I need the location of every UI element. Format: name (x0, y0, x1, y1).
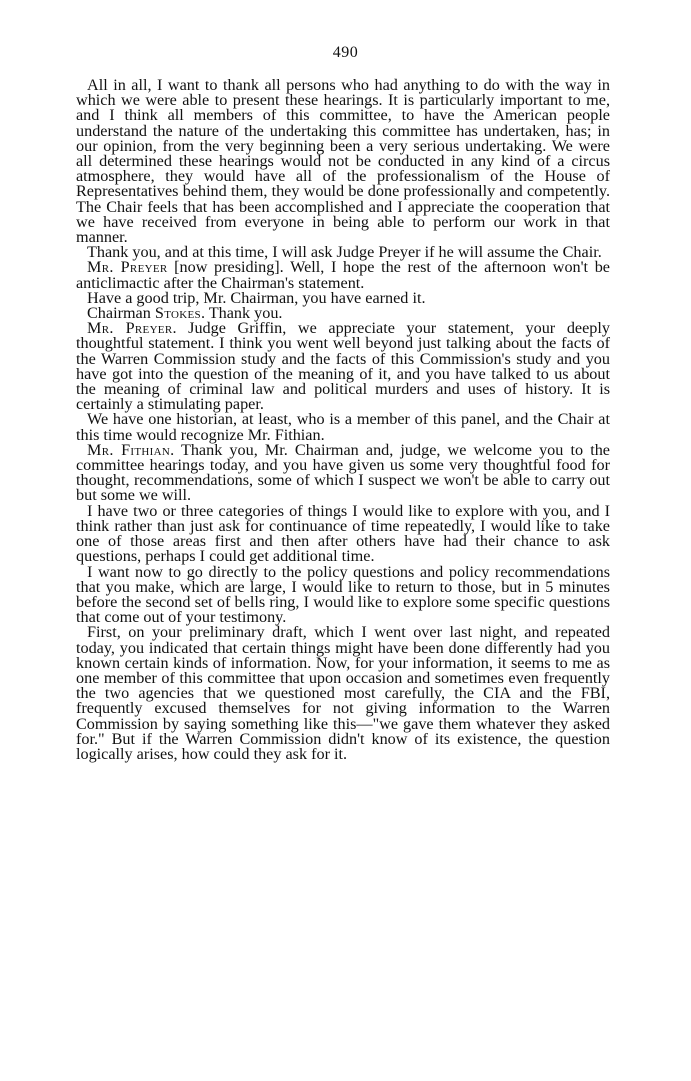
paragraph-closing-remarks (76, 78, 610, 245)
paragraph-text: [now presiding]. Well, I hope the rest of the afternoon won't be anticlimactic after the Chairman's statement. (76, 258, 610, 292)
paragraph-recognize-fithian (76, 412, 610, 442)
paragraph-policy-questions (76, 562, 610, 627)
paragraph-preyer-presiding (76, 260, 610, 290)
paragraph-text: All in all, I want to thank all persons who had anything to do with the way in which we were able to present these hearings. It is particularly important to me, and I think all members of this committee, to have the American people understand the nature of the undertaking this committee has undertaken, has; in our opinion, from the very beginning been a very serious undertaking. We were all determined these hearings would not be conducted in any kind of a circus atmosphere, they would have all of the professionalism of the House of Representatives behind them, they would be done professionally and competently. The Chair feels that has been accomplished and I appreciate the cooperation that we have received from everyone in being able to perform our work in that manner. (76, 76, 610, 247)
hearing-transcript-body (76, 78, 610, 762)
paragraph-text: Thank you, and at this time, I will ask Judge Preyer if he will assume the Chair. (87, 243, 602, 262)
paragraph-categories (76, 501, 610, 566)
paragraph-text: First, on your preliminary draft, which I went over last night, and repeated today, you indicated that certain things might have been done differently had you known certain kinds of information. Now, for your information, it seems to me as one member of this committee that upon occasion and sometimes even frequently the two agencies that we questioned most carefully, the CIA and the FBI, frequently excused themselves for not giving information to the Warren Commission by saying something like this—"we gave them whatever they asked for." But if the Warren Commission didn't know of its existence, the question logically arises, how could they ask for it. (76, 623, 610, 763)
paragraph-text: We have one historian, at least, who is a member of this panel, and the Chair at this time would recognize Mr. Fithian. (76, 410, 610, 444)
speaker-name: Stokes (154, 304, 201, 323)
paragraph-text: I want now to go directly to the policy questions and policy recommendations that you make, which are large, I would like to return to those, but in 5 minutes before the second set of bells ring, I would like to explore some specific questions that come out of your testimony. (76, 562, 610, 627)
paragraph-preyer-statement (76, 321, 610, 412)
paragraph-text: Have a good trip, Mr. Chairman, you have earned it. (87, 288, 426, 307)
paragraph-text: . Judge Griffin, we appreciate your statement, your deeply thoughtful statement. I think you went well beyond just talking about the facts of the Warren Commission study and the facts of this Commission's study and you have got into the question of the meaning of it, and you have talked to us about the meaning of criminal law and political murders and uses of history. It is certainly a stimulating paper. (76, 319, 610, 414)
speaker-name: Mr. Fithian (87, 440, 171, 459)
paragraph-text: . Thank you. (200, 304, 283, 323)
speaker-name: Mr. Preyer (87, 319, 173, 338)
speaker-name: Mr. Preyer (87, 258, 168, 277)
paragraph-text: . Thank you, Mr. Chairman and, judge, we welcome you to the committee hearings today, and you have given us some very thoughtful food for thought, recommendations, some of which I suspect we won't be able to carry out but some we will. (76, 440, 610, 505)
paragraph-text: I have two or three categories of things I would like to explore with you, and I think rather than just ask for continuance of time repeatedly, I would like to take one of those areas first and then after others have had their chance to ask questions, perhaps I could get additional time. (76, 501, 610, 566)
speaker-prefix: Chairman (87, 304, 155, 323)
paragraph-preliminary-draft (76, 625, 610, 762)
page-number: 490 (332, 44, 359, 61)
paragraph-fithian-welcome (76, 440, 610, 505)
